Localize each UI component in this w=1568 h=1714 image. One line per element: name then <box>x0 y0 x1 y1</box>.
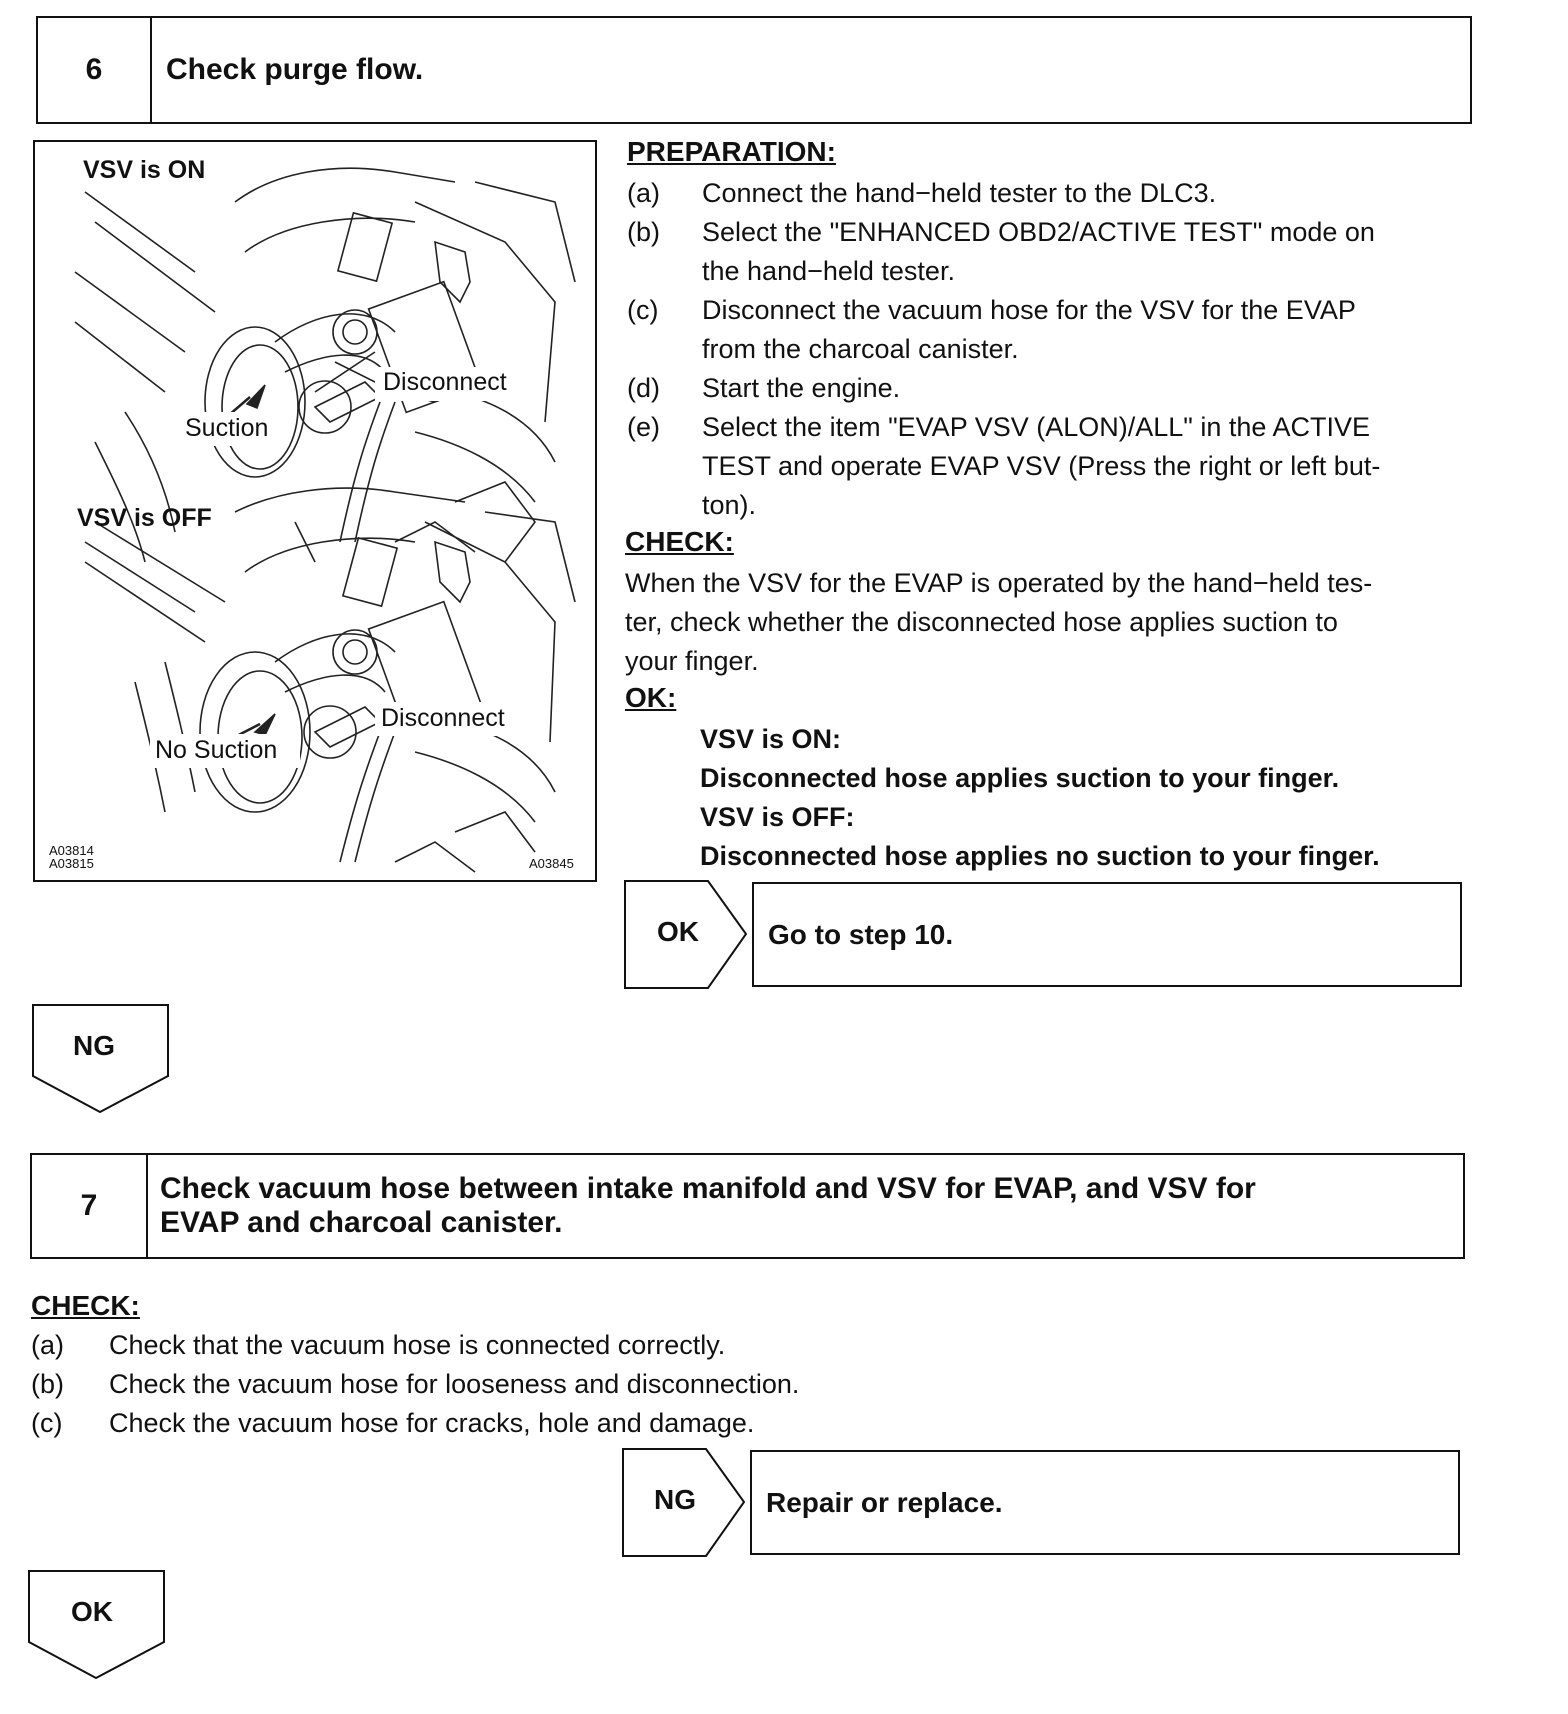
prep-item-d <box>627 369 1477 408</box>
line: Disconnected hose applies no suction to your finger. <box>700 841 1380 871</box>
line: from the charcoal canister. <box>702 334 1019 364</box>
line: ton). <box>702 490 757 520</box>
vsv-off-label: VSV is OFF <box>77 504 212 532</box>
line: the hand−held tester. <box>702 256 955 286</box>
check7-item-text: Check the vacuum hose for cracks, hole and damage. <box>109 1408 755 1438</box>
check-text <box>625 564 1475 681</box>
prep-item-b <box>627 213 1477 291</box>
check-heading-7: CHECK: <box>31 1290 140 1321</box>
line: ter, check whether the disconnected hose applies suction to <box>625 607 1338 637</box>
repair-or-replace-box: Repair or replace. <box>750 1450 1460 1555</box>
prep-item-text <box>702 408 1477 525</box>
bottom-suction-label: No Suction <box>155 736 278 764</box>
prep-item-a <box>627 174 1477 213</box>
check7-item-text: Check the vacuum hose for looseness and disconnection. <box>109 1369 800 1399</box>
bottom-disconnect-label: Disconnect <box>381 704 505 732</box>
step-number: 6 <box>38 18 152 122</box>
figure-code-2: A03815 <box>49 856 94 871</box>
line: VSV is ON: <box>700 724 842 754</box>
step-title: Check purge flow. <box>166 53 424 86</box>
go-to-step-10-box: Go to step 10. <box>752 882 1462 987</box>
engine-illustration <box>33 140 597 882</box>
ng-down-arrow-label: NG <box>73 1030 115 1061</box>
check7-item-label: (b) <box>31 1369 64 1399</box>
figure-code-1: A03814 <box>49 843 94 858</box>
step-number: 7 <box>32 1155 148 1257</box>
line: When the VSV for the EVAP is operated by the hand−held tes- <box>625 568 1373 598</box>
prep-item-c <box>627 291 1477 369</box>
prep-item-label: (d) <box>627 373 660 403</box>
check7-item-a <box>31 1326 1031 1365</box>
line: Disconnect the vacuum hose for the VSV for the EVAP <box>702 295 1356 325</box>
line: Select the "ENHANCED OBD2/ACTIVE TEST" mode on <box>702 217 1375 247</box>
check7-item-text: Check that the vacuum hose is connected correctly. <box>109 1330 726 1360</box>
prep-item-label: (a) <box>627 178 660 208</box>
preparation-heading: PREPARATION: <box>627 136 836 167</box>
title-line: EVAP and charcoal canister. <box>160 1206 563 1239</box>
prep-item-text <box>702 369 1477 408</box>
prep-item-text <box>702 213 1477 291</box>
line: Disconnected hose applies suction to your finger. <box>700 763 1340 793</box>
line: VSV is OFF: <box>700 802 855 832</box>
ok-arrow-label: OK <box>657 916 699 947</box>
line: your finger. <box>625 646 759 676</box>
line: Connect the hand−held tester to the DLC3. <box>702 178 1217 208</box>
prep-item-e <box>627 408 1477 525</box>
step-7-header <box>30 1153 1465 1259</box>
prep-item-label: (c) <box>627 295 659 325</box>
line: Start the engine. <box>702 373 901 403</box>
figure-code-3: A03845 <box>529 856 574 871</box>
ok-criteria <box>700 720 1480 876</box>
check7-item-b <box>31 1365 1031 1404</box>
ng-arrow-label: NG <box>654 1484 696 1515</box>
prep-item-label: (e) <box>627 412 660 442</box>
check7-item-label: (a) <box>31 1330 64 1360</box>
top-disconnect-label: Disconnect <box>383 368 507 396</box>
prep-item-text <box>702 174 1477 213</box>
step-6-header <box>36 16 1472 124</box>
line: TEST and operate EVAP VSV (Press the right or left but- <box>702 451 1381 481</box>
prep-item-text <box>702 291 1477 369</box>
ok-heading: OK: <box>625 682 677 713</box>
top-suction-label: Suction <box>185 414 269 442</box>
prep-item-label: (b) <box>627 217 660 247</box>
title-line: Check vacuum hose between intake manifold and VSV for EVAP, and VSV for <box>160 1172 1256 1205</box>
check-heading: CHECK: <box>625 526 734 557</box>
step-title <box>160 1155 1453 1257</box>
ok-down-arrow-label: OK <box>71 1596 113 1627</box>
check7-item-c <box>31 1404 1031 1443</box>
check7-item-label: (c) <box>31 1408 63 1438</box>
vsv-on-label: VSV is ON <box>83 156 206 184</box>
line: Select the item "EVAP VSV (ALON)/ALL" in the ACTIVE <box>702 412 1370 442</box>
